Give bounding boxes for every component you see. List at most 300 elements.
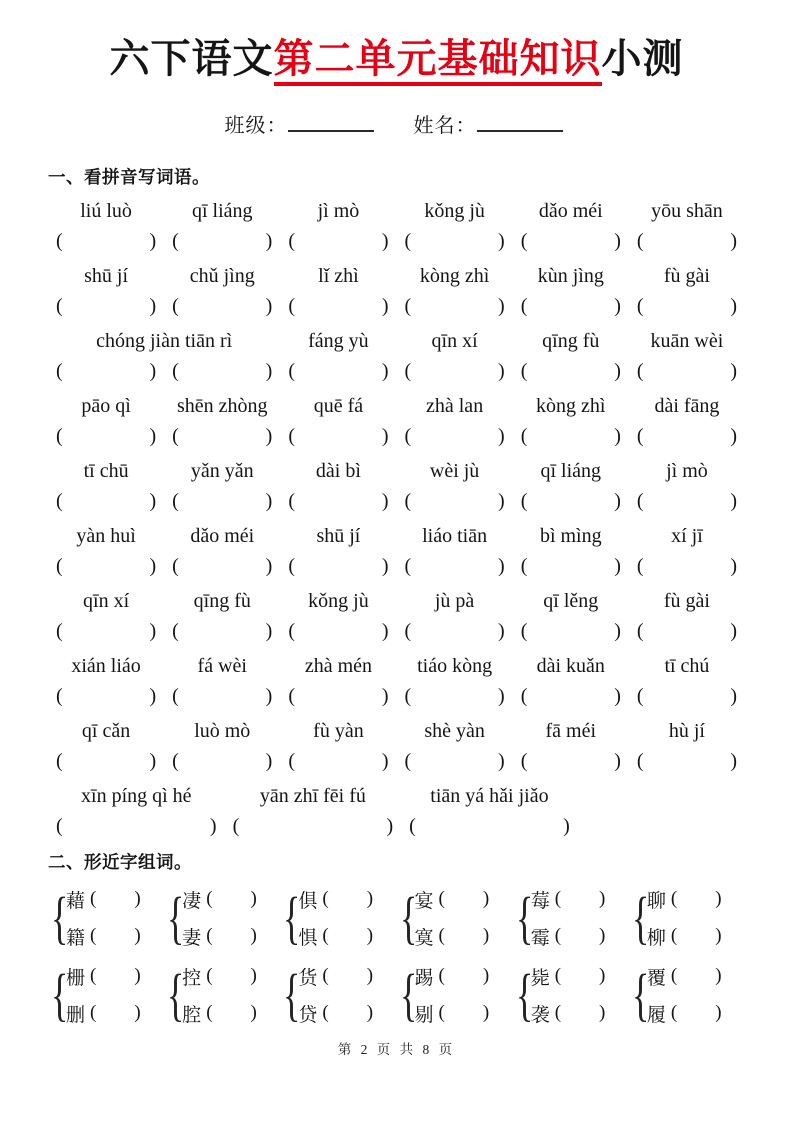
pair-character: 履 [646,1004,666,1026]
pinyin-word: jì mò [666,460,708,482]
paren-close: ) [599,1002,606,1023]
paren-open: ( [288,230,296,252]
paren-close: ) [149,685,157,707]
paren-open: ( [404,295,412,317]
pair-column [298,885,373,950]
paren-open: ( [322,1002,329,1023]
brace-glyph: { [167,884,185,950]
answer-blank [283,681,393,711]
answer-blank [632,291,742,321]
pinyin-line [48,391,745,421]
pinyin-word: yàn huì [76,525,136,547]
pair-top-line [415,962,490,990]
answer-blank [283,356,393,386]
pinyin-word: fā méi [545,720,597,742]
paren-open: ( [554,1002,562,1023]
pair-character: 寞 [414,927,434,949]
pair-character: 俱 [298,890,318,912]
paren-close: ) [498,425,505,447]
pair-column [531,962,606,1027]
paren-close: ) [149,555,157,577]
paren-open: ( [56,685,63,707]
paren-open: ( [56,230,63,252]
pair-column [647,962,722,1027]
paren-open: ( [172,295,179,317]
pair-top-line [647,885,722,913]
title-suffix: 小测 [601,37,684,81]
page-number: 第 2 页 共 8 页 [337,1042,456,1057]
paren-close: ) [715,888,722,909]
pinyin-word: bì mìng [539,525,602,547]
paren-open: ( [520,295,528,317]
paren-close: ) [250,1002,257,1023]
character-pair [513,962,629,1027]
pinyin-word: kǒng jù [308,590,369,612]
paren-open: ( [670,925,678,946]
character-pair [164,962,280,1027]
paren-close: ) [265,230,273,252]
paren-close: ) [381,490,389,512]
paren-close: ) [134,1002,141,1023]
name-blank [477,110,563,132]
pair-top-line [182,962,257,990]
answer-blank [51,616,161,646]
paren-open: ( [172,555,179,577]
answer-blank-line [48,356,745,386]
paren-close: ) [614,230,621,252]
pair-bottom-line [647,999,722,1027]
paren-close: ) [614,555,621,577]
pinyin-line [48,196,745,226]
paren-open: ( [404,230,412,252]
pinyin-word: qī liáng [191,200,253,222]
student-info-line [48,110,745,140]
answer-blank [167,421,277,451]
paren-open: ( [90,925,97,946]
answer-blank [51,746,161,776]
paren-open: ( [404,425,412,447]
section1-heading: 一、看拼音写词语。 [48,167,210,187]
paren-close: ) [250,888,257,909]
pair-character: 货 [298,967,318,989]
paren-open: ( [90,965,97,986]
pinyin-word: fù yàn [313,720,364,742]
answer-blank [283,551,393,581]
paren-open: ( [554,925,562,946]
paren-open: ( [322,888,329,909]
paren-open: ( [636,555,644,577]
paren-close: ) [614,490,621,512]
paren-close: ) [730,490,738,512]
pair-bottom-line [415,922,490,950]
pinyin-line [48,781,578,811]
pinyin-word: dài bì [315,460,361,482]
paren-close: ) [149,295,157,317]
paren-close: ) [614,425,621,447]
answer-blank [51,291,161,321]
pinyin-word: dài fāng [654,395,720,417]
pair-bottom-line [298,922,373,950]
paren-close: ) [614,360,621,382]
brace-glyph: { [283,961,301,1027]
character-pair [629,962,745,1027]
section2-heading: 二、形近字组词。 [48,852,192,872]
pinyin-word: quē fá [313,395,364,417]
paren-open: ( [288,425,296,447]
answer-blank [51,356,161,386]
pinyin-word: liáo tiān [422,525,488,547]
paren-close: ) [730,230,738,252]
paren-close: ) [250,965,257,986]
pinyin-line [48,586,745,616]
pinyin-word: tiān yá hǎi jiǎo [430,785,549,807]
paren-close: ) [265,750,273,772]
paren-close: ) [134,965,141,986]
answer-blank-line [48,226,745,256]
pair-character: 籍 [66,927,86,949]
paren-close: ) [730,555,738,577]
paren-close: ) [715,925,722,946]
pair-character: 袭 [530,1004,550,1026]
paren-open: ( [288,750,296,772]
answer-blank [283,291,393,321]
pinyin-word: qīng fù [542,330,600,352]
paren-close: ) [563,815,570,837]
answer-blank [167,616,277,646]
pairs-row-1 [48,885,745,950]
answer-blank [516,226,626,256]
paren-open: ( [172,230,179,252]
answer-blank-line [48,681,745,711]
pinyin-row [48,521,745,581]
paren-close: ) [265,425,273,447]
paren-open: ( [404,685,412,707]
paren-close: ) [265,620,273,642]
paren-close: ) [482,888,490,909]
pinyin-word: dài kuǎn [536,655,605,677]
brace-glyph: { [399,884,417,950]
paren-open: ( [172,685,179,707]
pair-character: 柳 [646,927,666,949]
paren-open: ( [56,295,63,317]
paren-close: ) [498,360,505,382]
paren-close: ) [599,888,606,909]
paren-close: ) [498,685,505,707]
answer-blank [516,746,626,776]
paren-close: ) [599,965,606,986]
pair-column [182,962,257,1027]
pair-column [66,962,141,1027]
answer-blank [400,616,510,646]
pinyin-word: zhà lan [426,395,484,417]
answer-blank [51,811,222,841]
answer-blank [632,616,742,646]
pair-column [298,962,373,1027]
pinyin-word: qī liáng [540,460,602,482]
pair-bottom-line [415,999,490,1027]
paren-close: ) [498,750,505,772]
answer-blank [167,681,277,711]
answer-blank [283,421,393,451]
answer-blank [51,486,161,516]
pair-character: 踢 [414,967,434,989]
pair-bottom-line [66,922,141,950]
paren-open: ( [438,1002,445,1023]
paren-close: ) [381,620,389,642]
paren-open: ( [404,750,412,772]
pinyin-rows [48,196,745,841]
pinyin-word: tiáo kòng [417,655,493,677]
paren-close: ) [381,230,389,252]
pair-bottom-line [182,922,257,950]
pinyin-word: qīn xí [431,330,478,352]
answer-blank-line [48,746,745,776]
pinyin-row [48,586,745,646]
paren-close: ) [149,750,157,772]
pinyin-word: qī lěng [543,590,599,612]
similar-character-pairs [48,885,745,1027]
pair-top-line [531,962,606,990]
answer-blank [400,486,510,516]
answer-blank [283,746,393,776]
answer-blank [167,291,277,321]
pinyin-row [48,326,745,386]
pinyin-row [48,456,745,516]
paren-close: ) [366,965,374,986]
paren-open: ( [670,965,678,986]
paren-open: ( [288,685,296,707]
paren-open: ( [56,490,63,512]
answer-blank [632,486,742,516]
pair-bottom-line [66,999,141,1027]
pinyin-row [48,651,745,711]
paren-open: ( [404,620,412,642]
pinyin-word: fá wèi [197,655,247,677]
pinyin-word: luò mò [194,720,251,742]
answer-blank [400,681,510,711]
answer-blank [632,226,742,256]
pinyin-word: xīn píng qì hé [81,785,192,807]
paren-close: ) [498,295,505,317]
paren-open: ( [172,490,179,512]
paren-close: ) [715,1002,722,1023]
paren-open: ( [520,555,528,577]
paren-open: ( [520,490,528,512]
brace-glyph: { [399,961,417,1027]
pinyin-word: shè yàn [424,720,485,742]
pairs-row-2 [48,962,745,1027]
answer-blank [283,486,393,516]
pinyin-row [48,716,745,776]
answer-blank-line [48,486,745,516]
paren-open: ( [288,295,296,317]
pair-top-line [182,885,257,913]
paren-close: ) [730,295,738,317]
paren-close: ) [599,925,606,946]
pair-top-line [415,885,490,913]
name-label: 姓名： [413,115,477,137]
paren-open: ( [636,685,644,707]
brace-glyph: { [631,884,650,950]
answer-blank [632,356,742,386]
paren-open: ( [232,815,240,837]
paren-close: ) [134,925,141,946]
pair-character: 莓 [530,890,550,912]
paren-close: ) [482,925,490,946]
pinyin-row [48,781,578,841]
paren-open: ( [636,360,644,382]
answer-blank [167,551,277,581]
pair-character: 毙 [530,967,550,989]
pinyin-word: tī chú [664,655,710,677]
paren-close: ) [614,295,621,317]
pair-character: 栅 [66,967,86,989]
paren-open: ( [636,230,644,252]
answer-blank [400,356,510,386]
pinyin-word: kǒng jù [424,200,485,222]
pinyin-word: xí jī [671,525,703,547]
answer-blank [516,291,626,321]
pinyin-word: fù gài [663,590,710,612]
paren-close: ) [482,965,490,986]
answer-blank [632,421,742,451]
paren-open: ( [288,360,296,382]
answer-blank [400,746,510,776]
pair-character: 腔 [182,1004,202,1026]
paren-open: ( [288,620,296,642]
pinyin-word: kùn jìng [537,265,604,287]
pair-top-line [298,962,373,990]
pinyin-word: zhà mén [304,655,373,677]
pinyin-word: shū jí [84,265,129,287]
answer-blank-line [48,811,578,841]
answer-blank-line [48,291,745,321]
pinyin-row [48,196,745,256]
pair-character: 删 [66,1004,86,1026]
paren-close: ) [381,685,389,707]
character-pair [397,885,513,950]
pair-top-line [66,962,141,990]
paren-open: ( [56,815,63,837]
paren-close: ) [386,815,394,837]
pinyin-word: qī cǎn [81,720,131,742]
paren-close: ) [265,360,273,382]
pair-top-line [66,885,141,913]
pinyin-word: tī chū [83,460,129,482]
pinyin-word: qīn xí [83,590,130,612]
paren-open: ( [322,925,329,946]
paren-close: ) [614,750,621,772]
paren-open: ( [670,888,678,909]
paren-open: ( [56,620,63,642]
paren-close: ) [715,965,722,986]
paren-close: ) [149,230,157,252]
answer-blank [516,551,626,581]
paren-close: ) [381,750,389,772]
pair-bottom-line [182,999,257,1027]
paren-close: ) [250,925,257,946]
paren-open: ( [636,425,644,447]
pinyin-word: jù pà [434,590,475,612]
paren-close: ) [149,620,157,642]
paren-close: ) [498,230,505,252]
answer-blank-line [48,421,745,451]
pair-character: 凄 [182,890,202,912]
answer-blank [516,616,626,646]
paren-open: ( [56,555,63,577]
pair-character: 藉 [66,890,86,912]
paren-close: ) [381,425,389,447]
pinyin-word: xián liáo [71,655,141,677]
character-pair [280,962,396,1027]
brace-glyph: { [515,961,533,1027]
pinyin-line [48,521,745,551]
pinyin-word: pāo qì [81,395,131,417]
answer-blank [283,616,393,646]
paren-open: ( [172,425,179,447]
answer-blank [516,486,626,516]
pinyin-line [48,326,745,356]
page-title [48,34,745,84]
brace-glyph: { [283,884,301,950]
pinyin-line [48,261,745,291]
pinyin-word: kòng zhì [419,265,490,287]
pair-character: 妻 [182,927,202,949]
paren-open: ( [172,750,179,772]
answer-blank-line [48,616,745,646]
pinyin-line [48,456,745,486]
paren-open: ( [438,888,445,909]
paren-open: ( [56,360,63,382]
pinyin-word: shū jí [316,525,361,547]
brace-glyph: { [631,961,650,1027]
class-blank [288,110,374,132]
answer-blank [51,421,161,451]
paren-open: ( [520,360,528,382]
pair-character: 贷 [298,1004,318,1026]
paren-open: ( [554,888,562,909]
character-pair [48,885,164,950]
answer-blank-line [48,551,745,581]
paren-open: ( [520,750,528,772]
pinyin-line [48,716,745,746]
character-pair [280,885,396,950]
paren-close: ) [366,1002,374,1023]
paren-open: ( [404,360,412,382]
paren-open: ( [409,815,416,837]
pinyin-word: kòng zhì [536,395,606,417]
character-pair [513,885,629,950]
pair-bottom-line [531,922,606,950]
title-prefix: 六下语文 [109,37,274,81]
paren-open: ( [520,685,528,707]
paren-open: ( [636,490,644,512]
pinyin-word: liú luò [80,200,132,222]
paren-close: ) [730,425,738,447]
character-pair [48,962,164,1027]
answer-blank [400,421,510,451]
paren-open: ( [404,555,412,577]
paren-close: ) [265,490,273,512]
answer-blank [51,551,161,581]
brace-glyph: { [51,884,69,950]
paren-open: ( [404,490,412,512]
paren-open: ( [206,925,213,946]
paren-open: ( [438,965,445,986]
paren-close: ) [366,888,374,909]
pair-top-line [298,885,373,913]
answer-blank [51,681,161,711]
